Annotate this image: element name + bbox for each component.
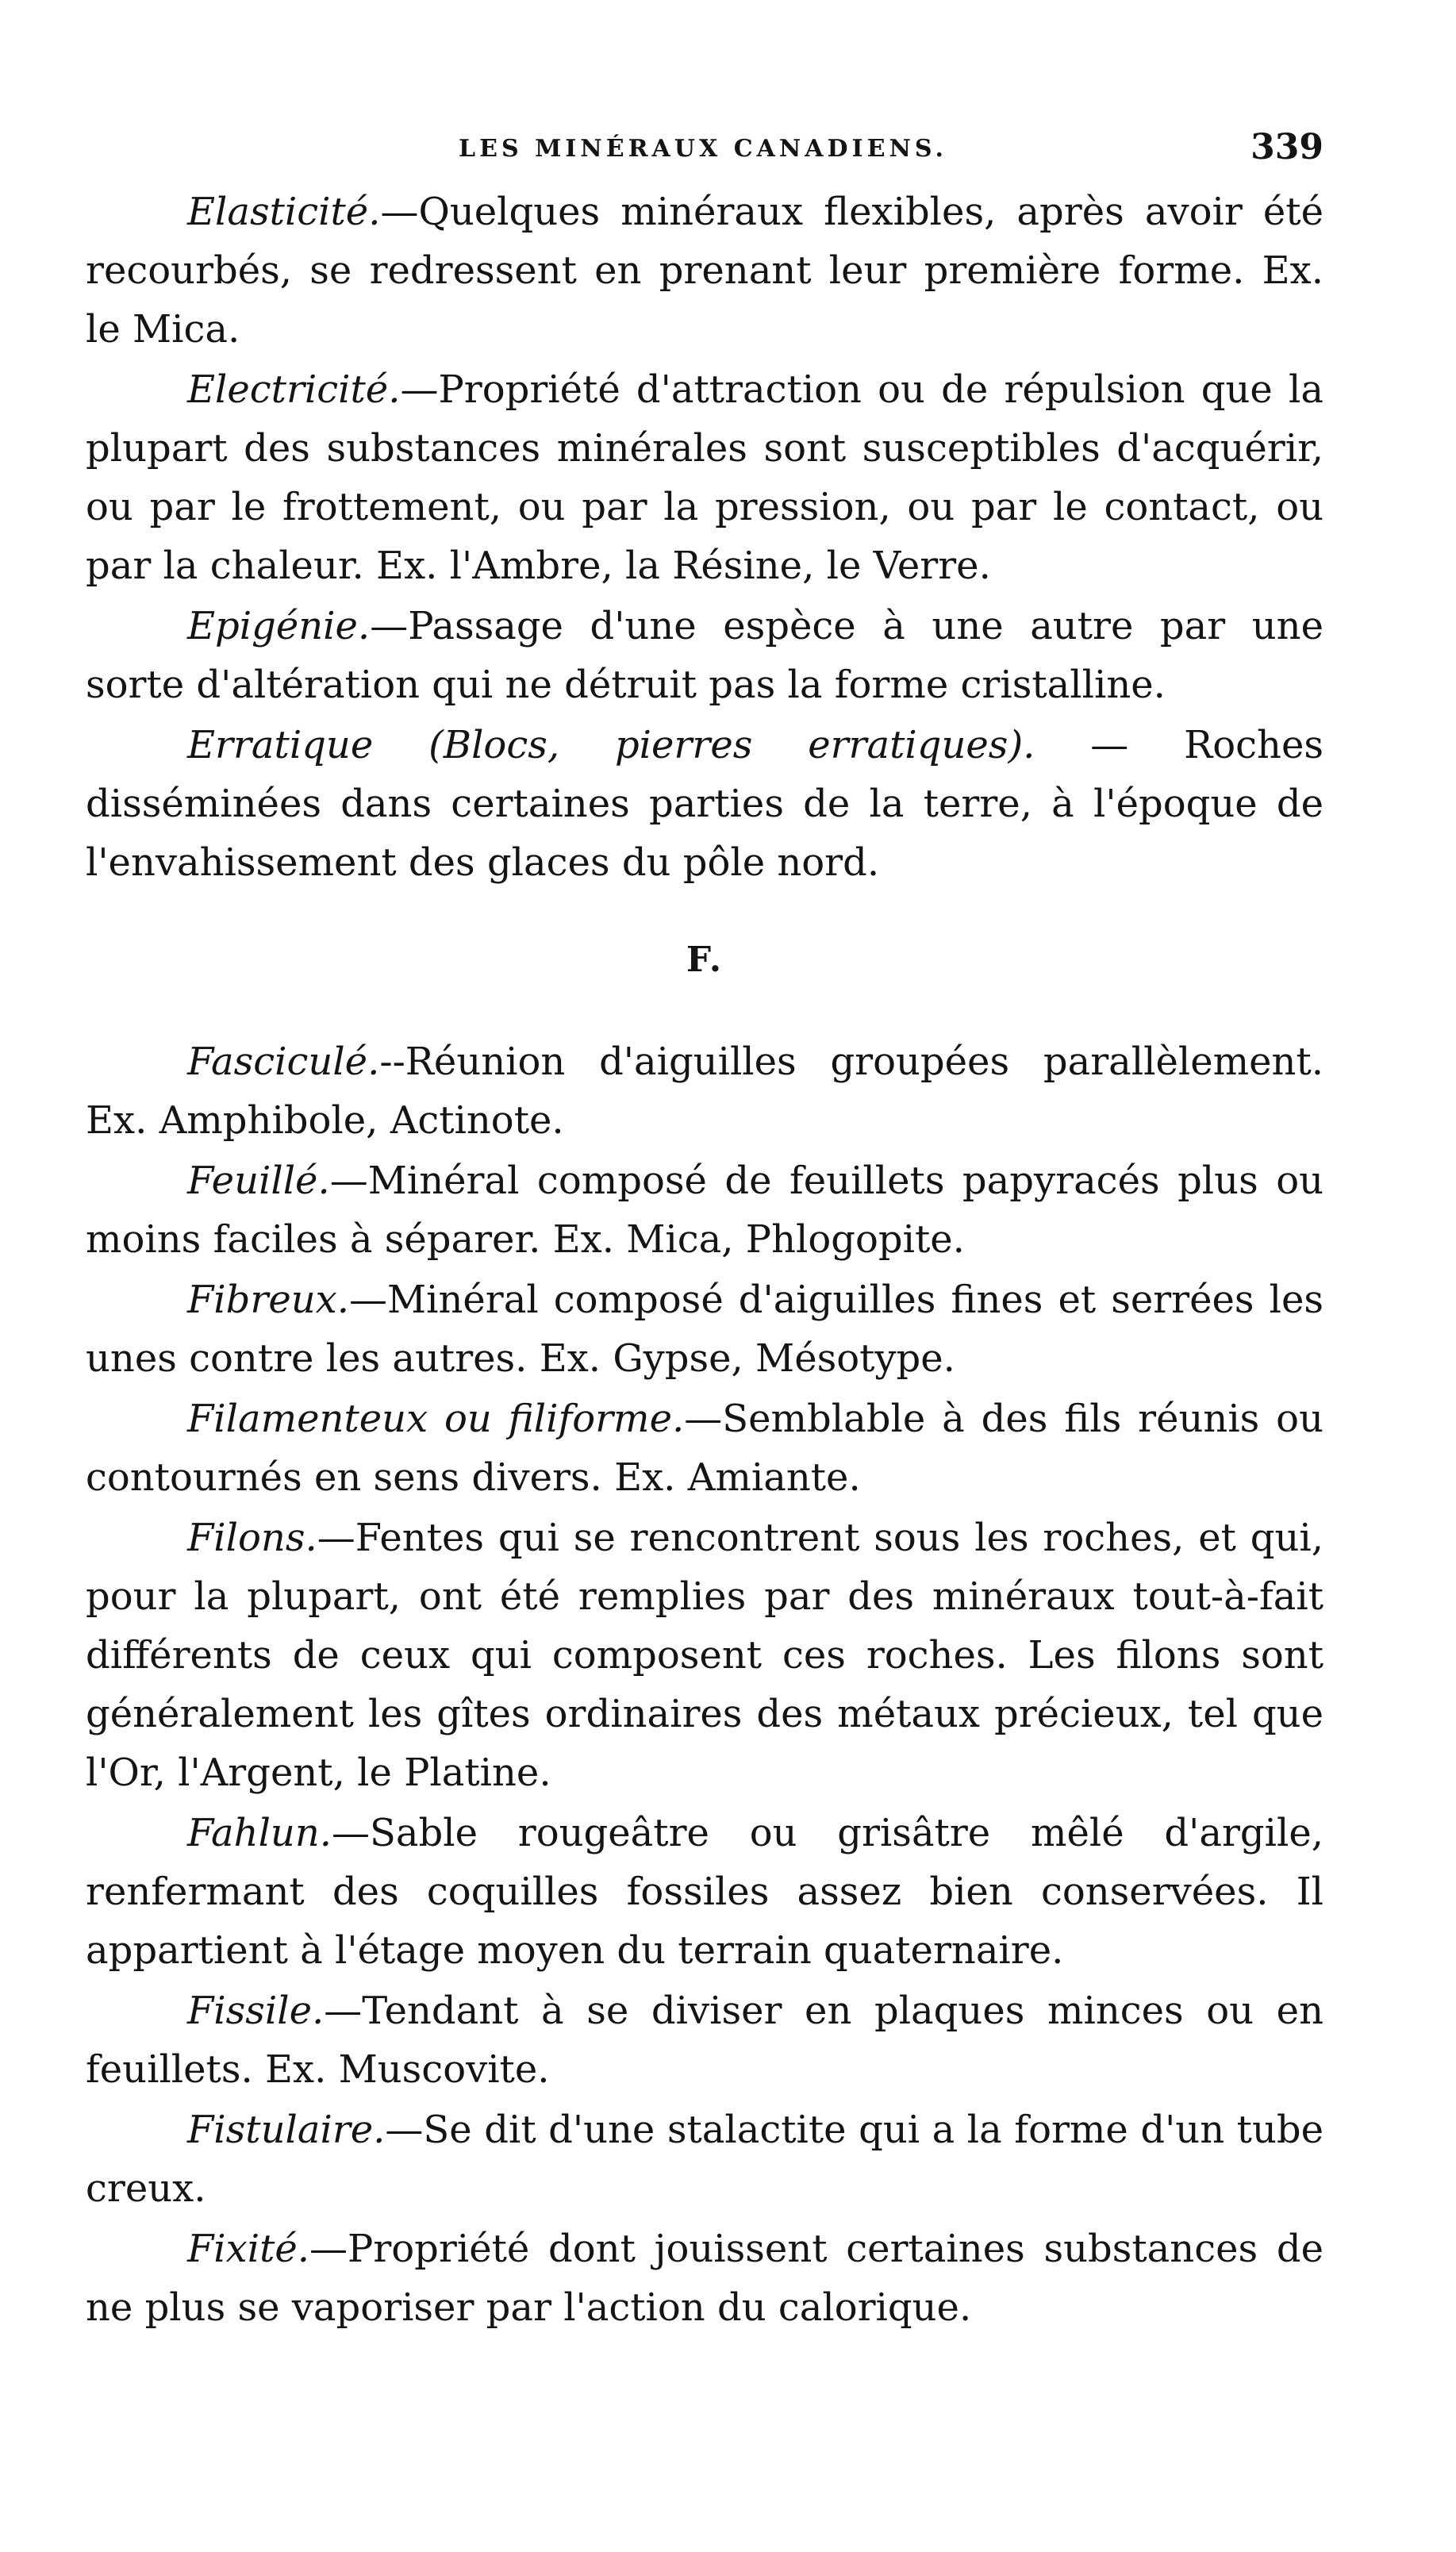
glossary-entry [86, 360, 1323, 595]
entry-text: —Propriété dont jouissent certaines substances de ne plus se vaporiser par l'action du calorique. [86, 2227, 1323, 2330]
entry-text: —Tendant à se diviser en plaques minces ou en feuillets. Ex. Muscovite. [86, 1989, 1323, 2092]
glossary-entry [86, 1804, 1323, 1980]
entry-term: Fahlun. [187, 1811, 332, 1855]
glossary-entry [86, 1270, 1323, 1388]
entry-text: --Réunion d'aiguilles groupées parallèlement. Ex. Amphibole, Actinote. [86, 1040, 1323, 1143]
glossary-entry [86, 1032, 1323, 1150]
glossary-entry [86, 2100, 1323, 2218]
running-title: LES MINÉRAUX CANADIENS. [459, 135, 947, 163]
entry-term: Epigénie. [187, 604, 371, 648]
page-header [86, 119, 1323, 183]
entry-term: Fibreux. [187, 1278, 349, 1322]
entry-text: —Minéral composé de feuillets papyracés plus ou moins faciles à séparer. Ex. Mica, Phlogopite. [86, 1159, 1323, 1262]
glossary-entry [86, 597, 1323, 714]
entry-term: Filamenteux ou filiforme. [187, 1397, 685, 1441]
entry-term: Elasticité. [187, 190, 381, 234]
entry-term: Fistulaire. [187, 2108, 386, 2152]
entry-term: Fasciculé. [187, 1040, 380, 1084]
glossary-entry [86, 1151, 1323, 1269]
entries-f [86, 1032, 1323, 2337]
page-number: 339 [1250, 127, 1323, 167]
entries-e [86, 183, 1323, 892]
book-page [86, 119, 1323, 2339]
entry-text: —Se dit d'une stalactite qui a la forme d'un tube creux. [86, 2108, 1323, 2211]
entry-text: —Fentes qui se rencontrent sous les roches, et qui, pour la plupart, ont été remplies par des minéraux tout-à-fait différents de ceux qui composent ces roches. Les filons sont généralement les gîtes ordinaires des métaux précieux, tel que l'Or, l'Argent, le Platine. [86, 1516, 1323, 1795]
entry-term: Fissile. [187, 1989, 325, 2033]
entry-text: —Passage d'une espèce à une autre par une sorte d'altération qui ne détruit pas la forme cristalline. [86, 604, 1323, 707]
entry-text: — Roches disséminées dans certaines parties de la terre, à l'époque de l'envahissement des glaces du pôle nord. [86, 723, 1324, 885]
entry-term: Electricité. [187, 367, 401, 412]
entry-term: Erratique (Blocs, pierres erratiques). [187, 723, 1035, 767]
entry-term: Feuillé. [187, 1159, 330, 1203]
section-heading: F. [686, 940, 724, 980]
entry-text: —Sable rougeâtre ou grisâtre mêlé d'argile, renfermant des coquilles fossiles assez bien conservées. Il appartient à l'étage moyen du terrain quaternaire. [86, 1811, 1323, 1973]
entry-text: —Semblable à des fils réunis ou contournés en sens divers. Ex. Amiante. [86, 1397, 1323, 1500]
glossary-entry [86, 1389, 1323, 1507]
glossary-entry [86, 1981, 1323, 2099]
glossary-entry [86, 183, 1323, 359]
entry-term: Filons. [187, 1516, 317, 1560]
glossary-entry [86, 716, 1323, 892]
glossary-entry [86, 1509, 1323, 1802]
entry-text: —Propriété d'attraction ou de répulsion que la plupart des substances minérales sont susceptibles d'acquérir, ou par le frottement, ou par la pression, ou par le contact, ou par la chaleur. Ex. l'Ambre, la Résine, le Verre. [86, 367, 1323, 588]
entry-term: Fixité. [187, 2227, 310, 2271]
entry-text: —Quelques minéraux flexibles, après avoir été recourbés, se redressent en prenant leur première forme. Ex. le Mica. [86, 190, 1323, 352]
glossary-entry [86, 2220, 1323, 2337]
entry-text: —Minéral composé d'aiguilles fines et serrées les unes contre les autres. Ex. Gypse, Mésotype. [86, 1278, 1323, 1381]
